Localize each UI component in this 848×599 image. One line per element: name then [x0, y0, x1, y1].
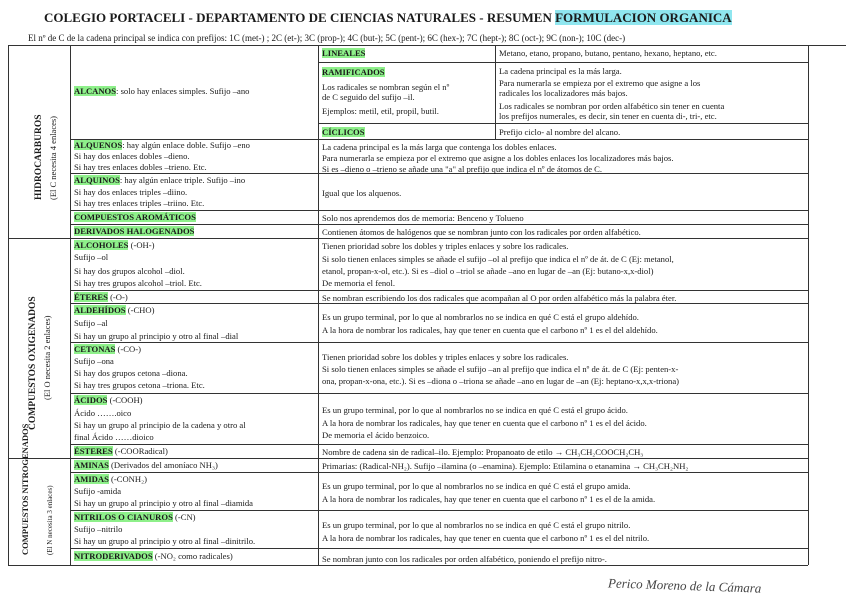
- alcoholes-head: [74, 240, 154, 250]
- section-oxigenados-note: (El O necesita 2 enlaces): [42, 315, 52, 400]
- ram-right-3: Los radicales se nombran por orden alfabético sin tener en cuenta: [499, 101, 725, 111]
- aldehidos-rule-1: A la hora de nombrar los radicales, hay que tener en cuenta que el carbono nº 1 es el del aldehído.: [322, 325, 658, 335]
- signature: Perico Moreno de la Cámara: [607, 575, 762, 596]
- nitroderivados-formula: (-NO₂ como radicales): [152, 551, 233, 561]
- rule: [8, 238, 808, 239]
- amidas-rule-0: Es un grupo terminal, por lo que al nombrarlos no se indica en qué C está el grupo amida.: [322, 481, 631, 491]
- aminas-head: [74, 460, 218, 470]
- rule: [495, 45, 496, 139]
- amidas-formula: (-CONH₂): [108, 474, 147, 484]
- rule: [8, 45, 9, 565]
- aldehidos-formula: (-CHO): [125, 305, 155, 315]
- prefix-line: El nº de C de la cadena principal se indica con prefijos: 1C (met-) ; 2C (et-); 3C (prop-); 4C (but-); 5C (pent-); 6C (hex-); 7C (hept-); 8C (oct-); 9C (non-); 10C (dec-): [28, 33, 626, 43]
- nitrilos-head: [74, 512, 196, 522]
- cetonas-head: [74, 344, 141, 354]
- rule: [70, 444, 808, 445]
- alquenos-desc: : hay algún enlace doble. Sufijo –eno: [122, 140, 250, 150]
- lineales-text: Metano, etano, propano, butano, pentano, hexano, heptano, etc.: [499, 48, 717, 58]
- section-oxigenados: COMPUESTOS OXIGENADOS: [28, 296, 38, 430]
- nitrilos-line-0: Sufijo –nitrilo: [74, 524, 123, 534]
- aldehidos-line-0: Sufijo –al: [74, 318, 108, 328]
- alcoholes-rule-3: De memoria el fenol.: [322, 278, 396, 288]
- cetonas-rule-1: Si solo tienen enlaces simples se añade el sufijo –an al prefijo que indica el nº de át. de C (Ej: penten-x-: [322, 364, 679, 374]
- alcoholes-formula: (-OH-): [128, 240, 155, 250]
- acidos-line-1: Si hay un grupo al principio de la cadena y otro al: [74, 420, 246, 430]
- ram-left-1: de C seguido del sufijo –il.: [322, 92, 415, 102]
- ram-right-2: radicales los localizadores más bajos.: [499, 88, 628, 98]
- title-highlight: FORMULACION ORGANICA: [555, 10, 732, 25]
- rule: [70, 393, 808, 394]
- esteres-formula: (-COORadical): [112, 446, 168, 456]
- esteres-head: [74, 446, 168, 456]
- title-text: COLEGIO PORTACELI - DEPARTAMENTO DE CIENCIAS NATURALES - RESUMEN: [44, 10, 552, 25]
- nitroderivados-rule: Se nombran junto con los radicales por orden alfabético, poniendo el prefijo nitro-.: [322, 554, 607, 564]
- amidas-head: [74, 474, 147, 484]
- alcoholes-line-1: Si hay dos grupos alcohol –diol.: [74, 266, 185, 276]
- aldehidos-head: [74, 305, 154, 315]
- acidos-formula: (-COOH): [107, 395, 143, 405]
- cetonas-line-0: Sufijo –ona: [74, 356, 114, 366]
- cetonas-formula: (-CO-): [115, 344, 141, 354]
- ram-left-2: Ejemplos: metil, etil, propil, butil.: [322, 106, 439, 116]
- nitrilos-line-1: Si hay un grupo al principio y otro al final –dinitrilo.: [74, 536, 256, 546]
- alquinos-line-2: Si hay tres enlaces triples –triino. Etc.: [74, 198, 205, 208]
- section-hidrocarburos: HIDROCARBUROS: [34, 114, 44, 200]
- alcoholes-label: ALCOHOLES: [74, 240, 129, 250]
- acidos-line-2: final Ácido ……dioico: [74, 432, 154, 442]
- alquinos-desc: : hay algún enlace triple. Sufijo –ino: [119, 175, 246, 185]
- eteres-rule: Se nombran escribiendo los dos radicales que acompañan al O por orden alfabético más la palabra éter.: [322, 293, 677, 303]
- cetonas-rule-0: Tienen prioridad sobre los dobles y triples enlaces y sobre los radicales.: [322, 352, 569, 362]
- amidas-rule-1: A la hora de nombrar los radicales, hay que tener en cuenta que el carbono nº 1 es el de la amida.: [322, 494, 656, 504]
- ramificados-label: RAMIFICADOS: [322, 67, 385, 77]
- acidos-rule-0: Es un grupo terminal, por lo que al nombrarlos no se indica en qué C está el grupo ácido.: [322, 405, 628, 415]
- alquenos-line-1: Si hay dos enlaces dobles –dieno.: [74, 151, 190, 161]
- esteres-rule: Nombre de cadena sin de radical–ilo. Ejemplo: Propanoato de etilo → CH₃CH₂COOCH₂CH₃: [322, 447, 644, 457]
- rule: [8, 45, 846, 46]
- halogenados-rule: Contienen átomos de halógenos que se nombran junto con los radicales por orden alfabético.: [322, 227, 641, 237]
- ram-right-0: La cadena principal es la más larga.: [499, 66, 622, 76]
- alquinos-rule: Igual que los alquenos.: [322, 188, 402, 198]
- alquenos-line-0: [74, 140, 250, 150]
- cetonas-line-2: Si hay tres grupos cetona –triona. Etc.: [74, 380, 205, 390]
- alcoholes-rule-2: etanol, propan-x-ol, etc.). Si es –diol o –triol se añade –ano en lugar de –an (Ej: butano-x,x-diol): [322, 266, 654, 276]
- alquenos-rule-1: Para numerarla se empieza por el extremo que asigne a los dobles enlaces los localizadores más bajos.: [322, 153, 674, 163]
- rule: [70, 45, 71, 565]
- amidas-label: AMIDAS: [74, 474, 109, 484]
- acidos-head: [74, 395, 143, 405]
- rule: [70, 510, 808, 511]
- rule: [808, 45, 809, 565]
- aromaticos-rule: Solo nos aprendemos dos de memoria: Benceno y Tolueno: [322, 213, 524, 223]
- alquinos-line-0: [74, 175, 245, 185]
- halogenados-label: DERIVADOS HALOGENADOS: [74, 226, 195, 236]
- nitrilos-rule-0: Es un grupo terminal, por lo que al nombrarlos no se indica en qué C está el grupo nitrilo.: [322, 520, 631, 530]
- rule: [8, 565, 808, 566]
- alquinos-line-1: Si hay dos enlaces triples –diino.: [74, 187, 188, 197]
- ram-right-4: los prefijos numerales, es decir, sin tener en cuenta di-, tri-, etc.: [499, 111, 717, 121]
- amidas-line-0: Sufijo -amida: [74, 486, 122, 496]
- rule: [8, 458, 808, 459]
- ciclicos-label: CÍCLICOS: [322, 127, 365, 137]
- eteres-formula: (-O-): [107, 292, 128, 302]
- section-hidrocarburos-note: (El C necesita 4 enlaces): [48, 115, 58, 200]
- acidos-label: ÁCIDOS: [74, 395, 108, 405]
- alquenos-rule-2: Si es –dieno o –trieno se añade una "a" al prefijo que indica el nº de átomos de C.: [322, 164, 603, 174]
- aromaticos-label: COMPUESTOS AROMÁTICOS: [74, 212, 196, 222]
- aldehidos-line-1: Si hay un grupo al principio y otro al final –dial: [74, 331, 239, 341]
- rule: [70, 210, 808, 211]
- ciclicos-text: Prefijo ciclo- al nombre del alcano.: [499, 127, 621, 137]
- alcanos-cell: [74, 86, 249, 96]
- nitroderivados-head: [74, 551, 233, 561]
- alcoholes-rule-0: Tienen prioridad sobre los dobles y triples enlaces y sobre los radicales.: [322, 241, 569, 251]
- rule: [70, 472, 808, 473]
- ram-right-1: Para numerarla se empieza por el extremo que asigne a los: [499, 78, 701, 88]
- acidos-rule-1: A la hora de nombrar los radicales, hay que tener en cuenta que el carbono nº 1 es el del ácido.: [322, 418, 647, 428]
- amidas-line-1: Si hay un grupo al principio y otro al final –diamida: [74, 498, 254, 508]
- aldehidos-rule-0: Es un grupo terminal, por lo que al nombrarlos no se indica en qué C está el grupo aldehído.: [322, 312, 639, 322]
- alcoholes-rule-1: Si solo tienen enlaces simples se añade el sufijo –ol al prefijo que indica el nº de át. de C (Ej: metanol,: [322, 254, 674, 264]
- aldehidos-label: ALDEHÍDOS: [74, 305, 126, 315]
- acidos-rule-2: De memoria el ácido benzoico.: [322, 430, 430, 440]
- eteres-label: ÉTERES: [74, 292, 108, 302]
- acidos-line-0: Ácido …….oico: [74, 408, 132, 418]
- cetonas-rule-2: ona, propan-x-ona, etc.). Si es –diona o –triona se añade –ano en lugar de –an (Ej: heptano-x,x,x-triona): [322, 376, 679, 386]
- alquinos-label: ALQUINOS: [74, 175, 120, 185]
- alquenos-line-2: Si hay tres enlaces dobles –trieno. Etc.: [74, 162, 207, 172]
- nitrilos-rule-1: A la hora de nombrar los radicales, hay que tener en cuenta que el carbono nº 1 es el del nitrilo.: [322, 533, 650, 543]
- aminas-rule: Primarias: (Radical-NH₂). Sufijo –ilamina (o –enamina). Ejemplo: Etilamina o etanamina → CH₃CH₂NH₂: [322, 461, 689, 471]
- alcoholes-line-0: Sufijo –ol: [74, 252, 109, 262]
- nitroderivados-label: NITRODERIVADOS: [74, 551, 153, 561]
- nitrilos-formula: (-CN): [172, 512, 196, 522]
- rule: [70, 290, 808, 291]
- alcanos-label: ALCANOS: [74, 86, 117, 96]
- section-nitrogenados-note: (El N necesita 3 enlaces): [46, 485, 54, 555]
- ram-left-0: Los radicales se nombran según el nº: [322, 82, 450, 92]
- section-nitrogenados: COMPUESTOS NITROGENADOS: [20, 423, 30, 555]
- cetonas-line-1: Si hay dos grupos cetona –diona.: [74, 368, 188, 378]
- aminas-label: AMINAS: [74, 460, 109, 470]
- cetonas-label: CETONAS: [74, 344, 116, 354]
- page-title: [44, 10, 732, 25]
- rule: [318, 62, 808, 63]
- esteres-label: ÉSTERES: [74, 446, 113, 456]
- aminas-formula: (Derivados del amoníaco NH₃): [108, 460, 218, 470]
- nitrilos-label: NITRILOS O CIANUROS: [74, 512, 173, 522]
- rule: [70, 303, 808, 304]
- alquenos-label: ALQUENOS: [74, 140, 123, 150]
- alquenos-rule-0: La cadena principal es la más larga que contenga los dobles enlaces.: [322, 142, 557, 152]
- alcoholes-line-2: Si hay tres grupos alcohol –triol. Etc.: [74, 278, 202, 288]
- rule: [318, 123, 808, 124]
- rule: [70, 342, 808, 343]
- eteres-head: [74, 292, 128, 302]
- lineales-label: LINEALES: [322, 48, 366, 58]
- alcanos-desc: : solo hay enlaces simples. Sufijo –ano: [116, 86, 250, 96]
- rule: [70, 548, 808, 549]
- rule: [70, 224, 808, 225]
